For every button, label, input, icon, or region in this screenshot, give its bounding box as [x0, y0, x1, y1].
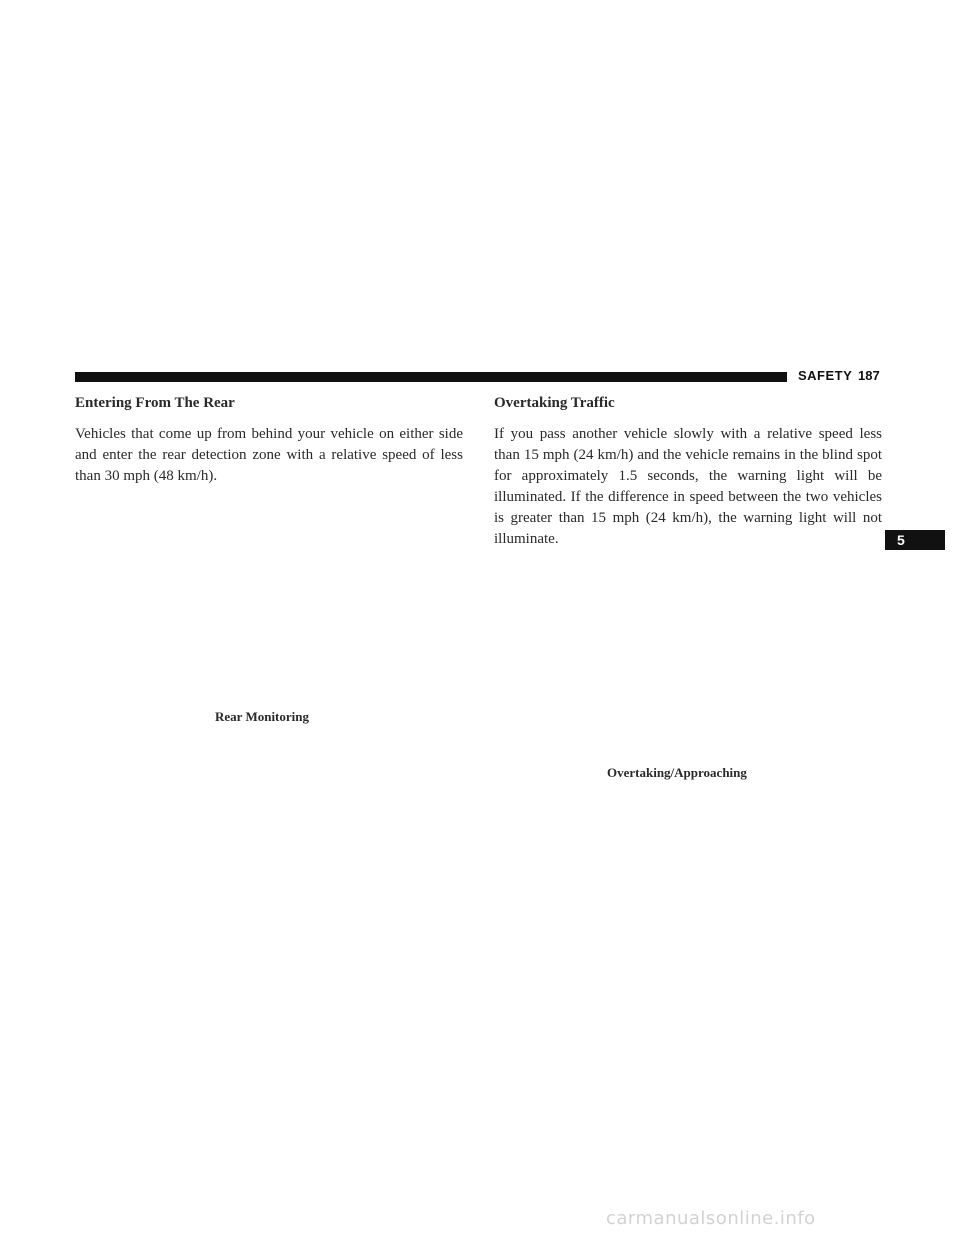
body-paragraph-overtaking-traffic: If you pass another vehicle slowly with a relative speed less than 15 mph (24 km/h) and the vehicle remains in the blind spot for approximately 1.5 seconds, the warning light will be illuminated. If the difference in speed between the two vehicles is greater than 15 mph (24 km/h), the warning light will not illuminate. [494, 426, 882, 547]
chapter-tab: 5 [885, 530, 945, 550]
running-header-section: SAFETY [798, 368, 853, 383]
figure-caption-rear-monitoring: Rear Monitoring [215, 709, 309, 724]
watermark: carmanualsonline.info [606, 1208, 816, 1229]
right-column [494, 393, 882, 550]
left-column [75, 393, 463, 487]
section-heading-overtaking-traffic: Overtaking Traffic [494, 395, 615, 411]
figure-caption-overtaking-approaching: Overtaking/Approaching [607, 765, 747, 780]
body-paragraph-entering-from-rear: Vehicles that come up from behind your vehicle on either side and enter the rear detection zone with a relative speed of less than 30 mph (48 km/h). [75, 426, 463, 484]
page-number: 187 [858, 368, 880, 383]
header-rule [75, 372, 787, 382]
section-heading-entering-from-rear: Entering From The Rear [75, 395, 235, 411]
